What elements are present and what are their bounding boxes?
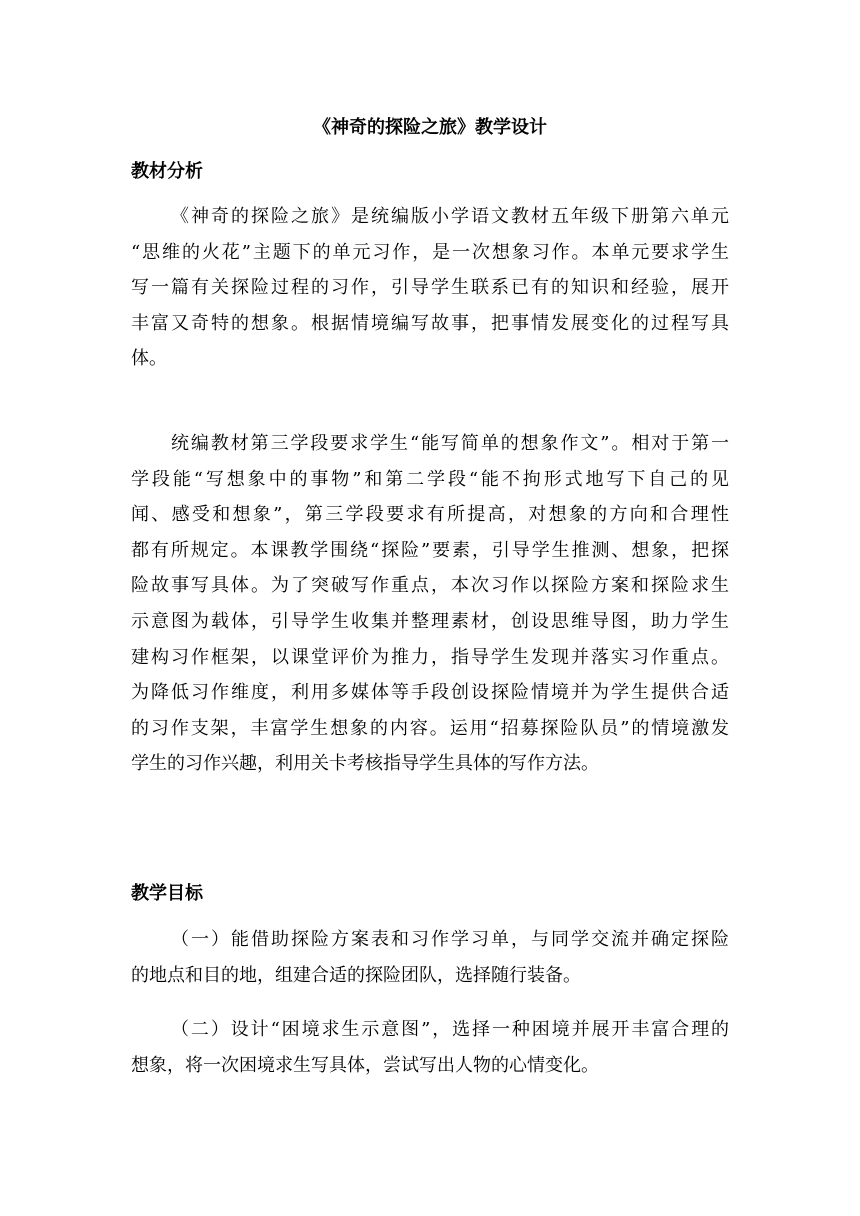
text-line: 体。: [131, 348, 167, 370]
text-line: 示意图为载体，引导学生收集并整理素材，创设思维导图，助力学生: [131, 610, 729, 632]
text-line: “思维的火花”主题下的单元习作，是一次想象习作。本单元要求学生: [131, 241, 729, 263]
text-line: 《神奇的探险之旅》是统编版小学语文教材五年级下册第六单元: [171, 206, 729, 227]
text-line: 学生的习作兴趣，利用关卡考核指导学生具体的写作方法。: [131, 753, 599, 775]
section-heading-teaching-objectives: 教学目标: [131, 883, 203, 904]
text-line: 险故事写具体。为了突破写作重点，本次习作以探险方案和探险求生: [131, 575, 729, 597]
text-line: 写一篇有关探险过程的习作，引导学生联系已有的知识和经验，展开: [131, 277, 729, 299]
text-line: （一）能借助探险方案表和习作学习单，与同学交流并确定探险: [171, 929, 729, 950]
section-heading-textbook-analysis: 教材分析: [131, 161, 203, 182]
text-line: 都有所规定。本课教学围绕“探险”要素，引导学生推测、想象，把探: [131, 539, 729, 561]
text-line: 丰富又奇特的想象。根据情境编写故事，把事情发展变化的过程写具: [131, 312, 729, 334]
text-line: 的地点和目的地，组建合适的探险团队，选择随行装备。: [131, 964, 581, 986]
paragraph-objective-1: [131, 922, 729, 993]
text-line: 想象，将一次困境求生写具体，尝试写出人物的心情变化。: [131, 1054, 599, 1076]
paragraph-objective-2: [131, 1012, 729, 1083]
text-line: 学段能“写想象中的事物”和第二学段“能不拘形式地写下自己的见: [131, 468, 729, 490]
text-line: 建构习作框架，以课堂评价为推力，指导学生发现并落实习作重点。: [131, 646, 729, 668]
document-title: 《神奇的探险之旅》教学设计: [313, 117, 547, 138]
text-line: 为降低习作维度，利用多媒体等手段创设探险情境并为学生提供合适: [131, 682, 729, 704]
paragraph-analysis-1: [131, 199, 729, 377]
paragraph-analysis-2: [131, 426, 729, 782]
text-line: （二）设计“困境求生示意图”，选择一种困境并展开丰富合理的: [171, 1019, 729, 1040]
text-line: 闻、感受和想象”，第三学段要求有所提高，对想象的方向和合理性: [131, 504, 729, 526]
text-line: 统编教材第三学段要求学生“能写简单的想象作文”。相对于第一: [171, 433, 729, 454]
text-line: 的习作支架，丰富学生想象的内容。运用“招募探险队员”的情境激发: [131, 717, 729, 739]
